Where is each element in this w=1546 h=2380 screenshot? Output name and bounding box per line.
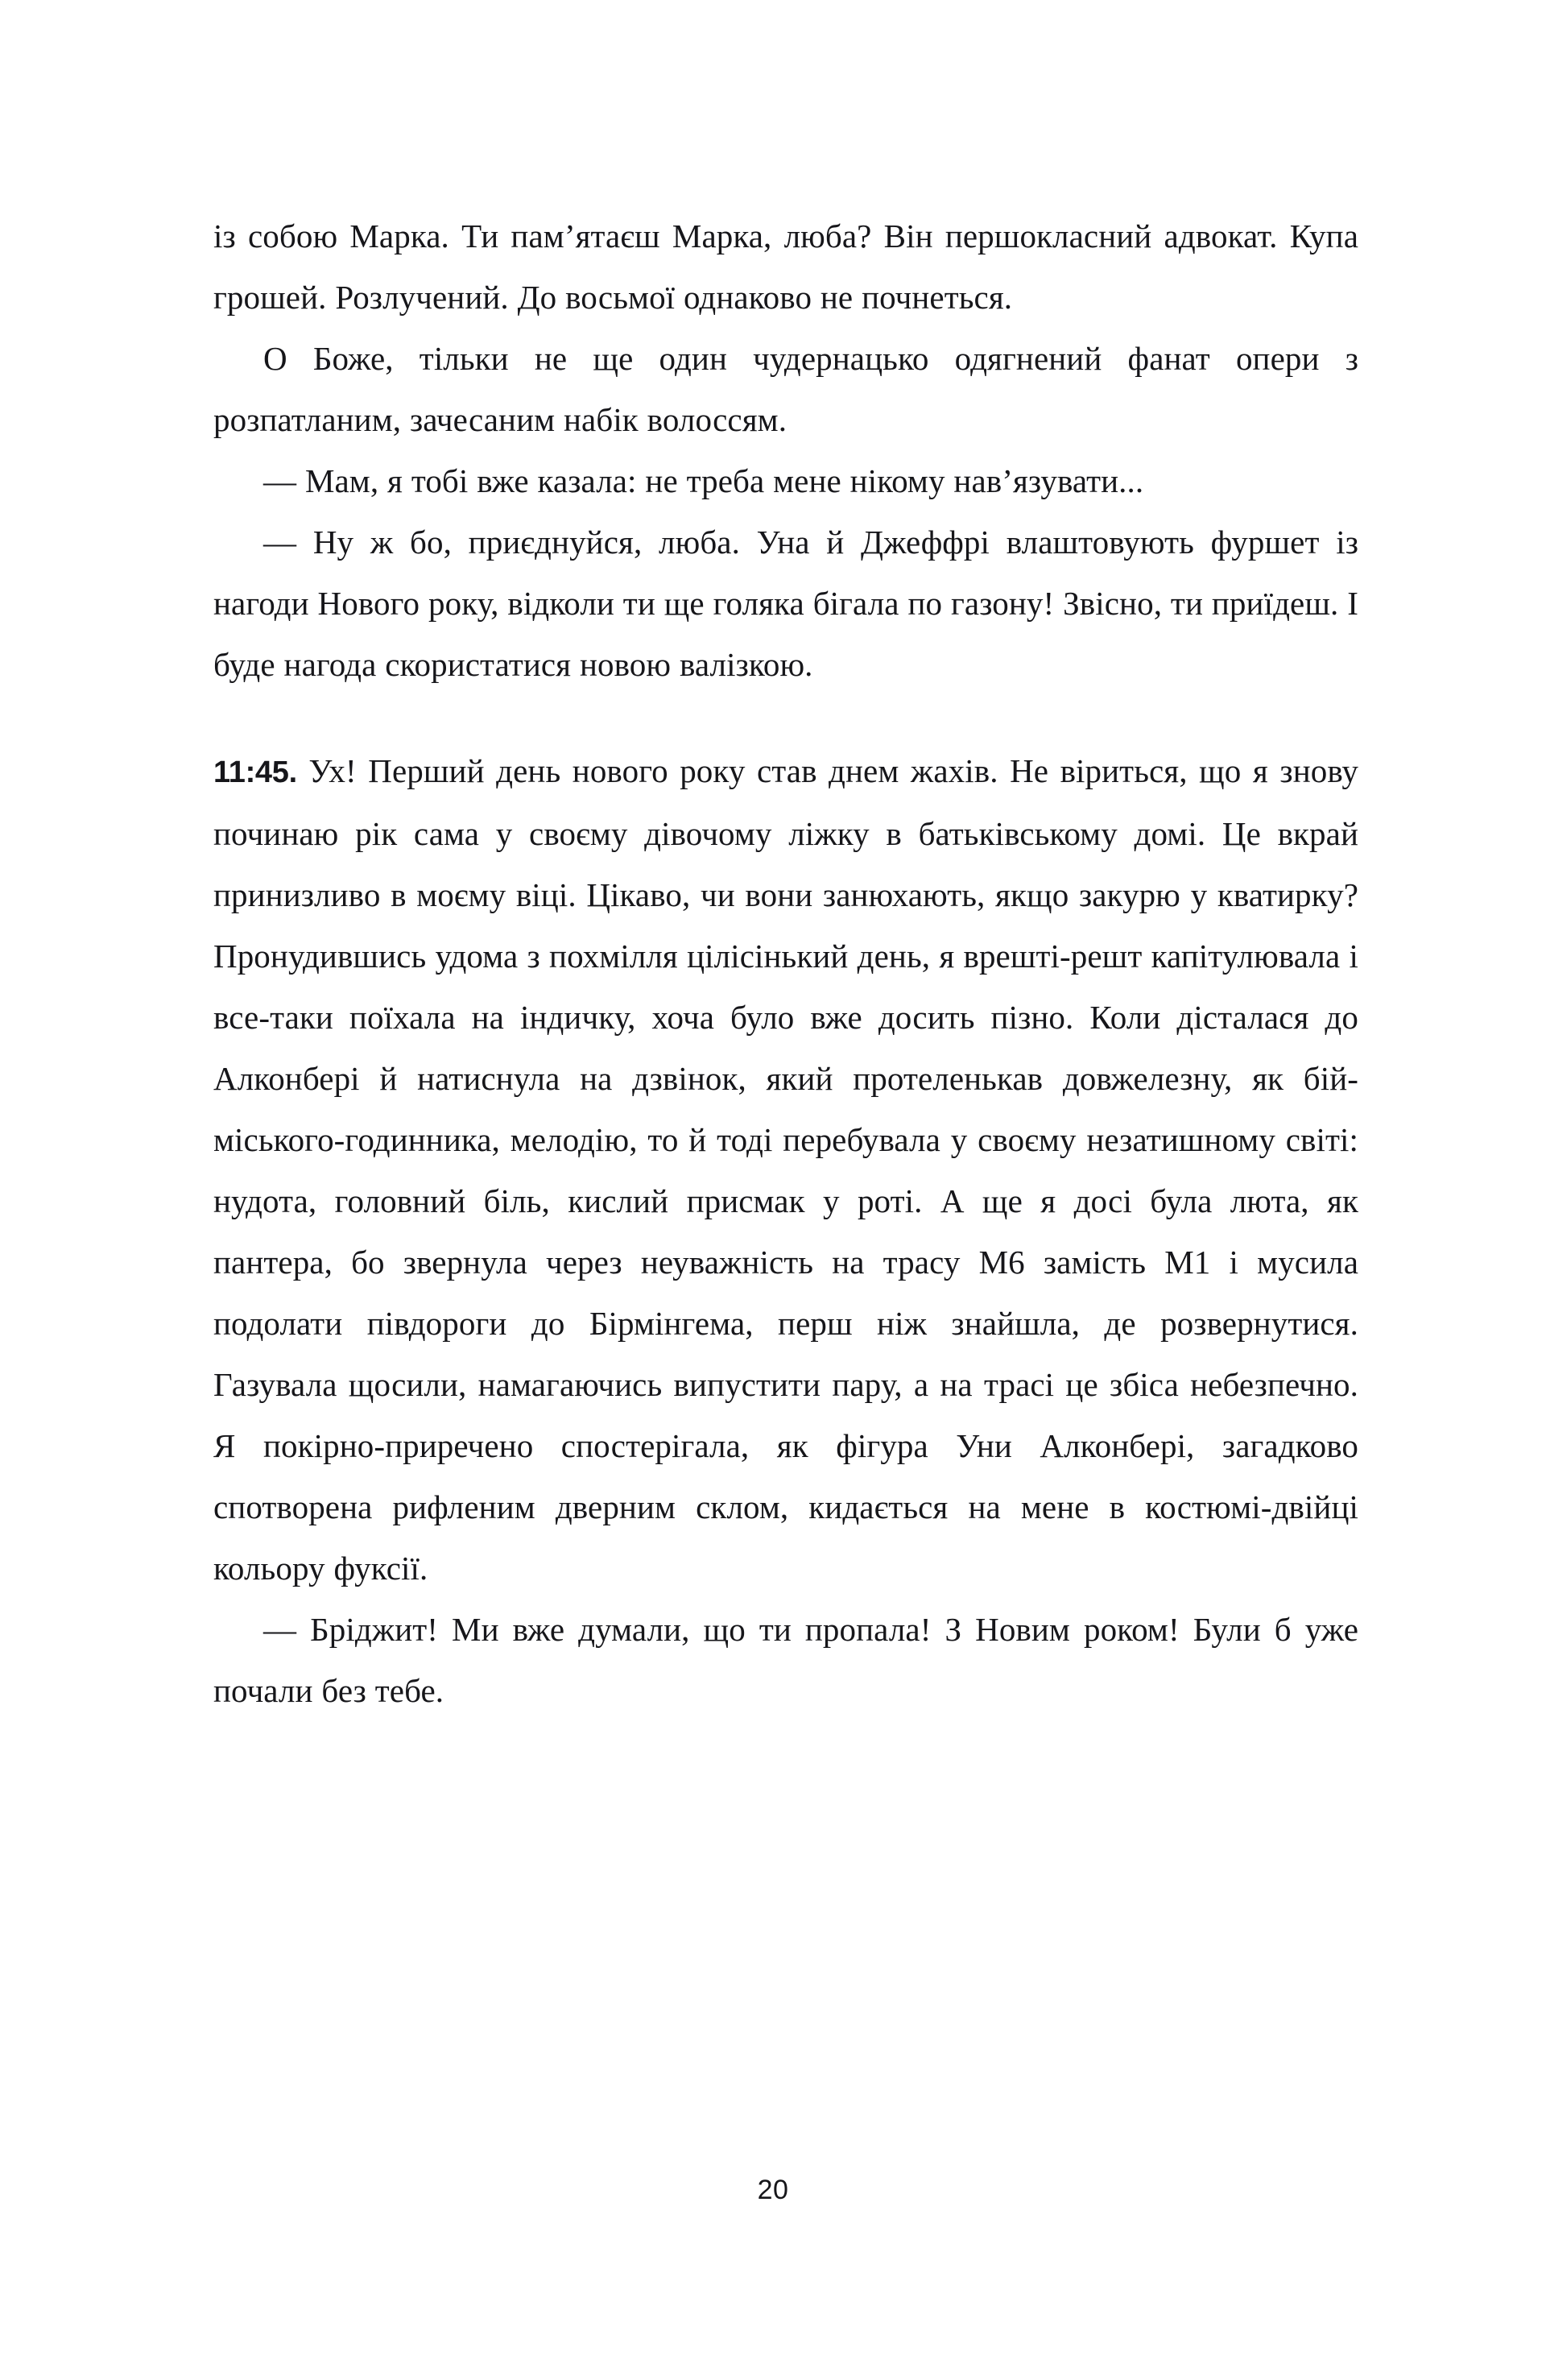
section-spacer bbox=[213, 695, 1358, 740]
paragraph-continuation: із собою Марка. Ти пам’ятаєш Марка, люба? Він першокласний адвокат. Купа грошей. Розлучений. До восьмої однаково не почнеться. bbox=[213, 217, 1358, 316]
page-number: 20 bbox=[757, 2175, 789, 2205]
paragraph-diary-entry-1145 bbox=[213, 740, 1358, 1599]
paragraph-dialogue-mam: — Мам, я тобі вже казала: не треба мене нікому нав’язувати... bbox=[263, 462, 1144, 499]
diary-entry-text: Ух! Перший день нового року став днем жахів. Не віриться, що я знову починаю рік сама у своєму дівочому ліжку в батьківському домі. Це вкрай принизливо в моєму віці. Цікаво, чи вони занюхають, якщо закурю у кватирку? Пронудившись удома з похмілля цілісінький день, я врешті-решт капітулювала і все-таки поїхала на індичку, хоча було вже досить пізно. Коли дісталася до Алконбері й натиснула на дзвінок, який протеленькав довжелезну, як бій-міського-годинника, мелодію, то й тоді перебувала у своєму незатишному світі: нудота, головний біль, кислий присмак у роті. А ще я досі була люта, як пантера, бо звернула через неуважність на трасу М6 замість М1 і мусила подолати півдороги до Бірмінгема, перш ніж знайшла, де розвернутися. Газувала щосили, намагаючись випустити пару, а на трасі це збіса небезпечно. Я покірно-приречено спостерігала, як фігура Уни Алконбері, загадково спотворена рифленим дверним склом, кидається на мене в костюмі-двійці кольору фуксії. bbox=[213, 752, 1358, 1587]
paragraph-dialogue-una-jeffrey: — Ну ж бо, приєднуйся, люба. Уна й Джеффрі влаштовують фуршет із нагоди Нового року, відколи ти ще голяка бігала по газону! Звісно, ти приїдеш. І буде нагода скористатися новою валізкою. bbox=[213, 524, 1358, 683]
paragraph-dialogue-bridget: — Бріджит! Ми вже думали, що ти пропала! З Новим роком! Були б уже почали без тебе. bbox=[213, 1611, 1358, 1709]
paragraph-narration-oh-god: О Боже, тільки не ще один чудернацько одягнений фанат опери з розпатланим, зачесаним набік волоссям. bbox=[213, 340, 1358, 438]
diary-timestamp: 11:45. bbox=[213, 755, 297, 789]
page-text-block bbox=[213, 205, 1358, 1721]
